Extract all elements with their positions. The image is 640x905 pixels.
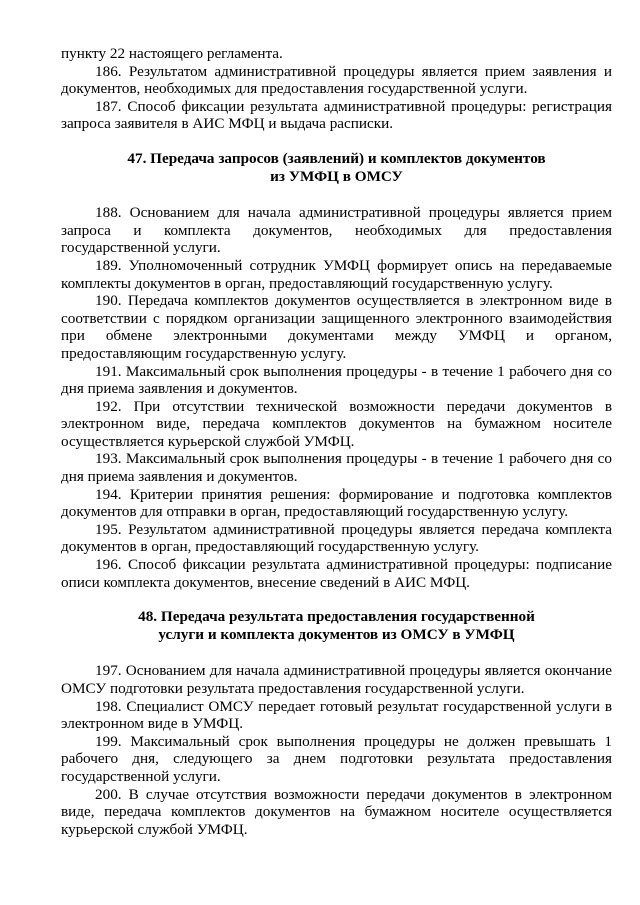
section-48-title-line-1: 48. Передача результата предоставления государственной <box>138 608 535 626</box>
paragraph-196: 196. Способ фиксации результата административной процедуры: подписание описи комплекта документов, внесение сведений в АИС МФЦ. <box>61 556 612 591</box>
paragraph-199: 199. Максимальный срок выполнения процедуры не должен превышать 1 рабочего дня, следующего за днем подготовки результата предоставления государственной услуги. <box>61 732 612 785</box>
section-47-heading <box>61 150 612 185</box>
paragraph-197: 197. Основанием для начала административной процедуры является окончание ОМСУ подготовки результата предоставления государственной услуги. <box>61 662 612 697</box>
paragraph-186: 186. Результатом административной процедуры является прием заявления и документов, необходимых для предоставления государственной услуги. <box>61 62 612 98</box>
document-body <box>61 45 612 838</box>
paragraph-continuation: пункту 22 настоящего регламента. <box>61 45 283 62</box>
paragraph-191: 191. Максимальный срок выполнения процедуры - в течение 1 рабочего дня со дня приема заявления и документов. <box>61 362 612 398</box>
paragraph-200: 200. В случае отсутствия возможности передачи документов в электронном виде, передача комплектов документов на бумажном носителе осуществляется курьерской службой УМФЦ. <box>61 785 612 838</box>
section-47-title-line-2: из УМФЦ в ОМСУ <box>270 167 403 185</box>
section-48-title-line-2: услуги и комплекта документов из ОМСУ в УМФЦ <box>158 625 515 643</box>
paragraph-187: 187. Способ фиксации результата административной процедуры: регистрация запроса заявителя в АИС МФЦ и выдача расписки. <box>61 97 612 133</box>
paragraph-193: 193. Максимальный срок выполнения процедуры - в течение 1 рабочего дня со дня приема заявления и документов. <box>61 450 612 486</box>
paragraph-188: 188. Основанием для начала административной процедуры является прием запроса и комплекта документов, необходимых для предоставления государственной услуги. <box>61 204 612 257</box>
paragraph-195: 195. Результатом административной процедуры является передача комплекта документов в орган, предоставляющий государственную услугу. <box>61 520 612 556</box>
paragraph-194: 194. Критерии принятия решения: формирование и подготовка комплектов документов для отправки в орган, предоставляющий государственную услугу. <box>61 485 612 521</box>
paragraph-192: 192. При отсутствии технической возможности передачи документов в электронном виде, передача комплектов документов на бумажном носителе осуществляется курьерской службой УМФЦ. <box>61 397 612 450</box>
paragraph-190: 190. Передача комплектов документов осуществляется в электронном виде в соответствии с порядком организации защищенного электронного взаимодействия при обмене электронными документами между УМФЦ и органом, предоставляющим государственную услугу. <box>61 292 612 362</box>
section-47-title-line-1: 47. Передача запросов (заявлений) и комплектов документов <box>127 149 546 167</box>
paragraph-198: 198. Специалист ОМСУ передает готовый результат государственной услуги в электронном виде в УМФЦ. <box>61 697 612 733</box>
paragraph-189: 189. Уполномоченный сотрудник УМФЦ формирует опись на передаваемые комплекты документов в орган, предоставляющий государственную услугу. <box>61 256 612 292</box>
section-48-heading <box>61 608 612 643</box>
